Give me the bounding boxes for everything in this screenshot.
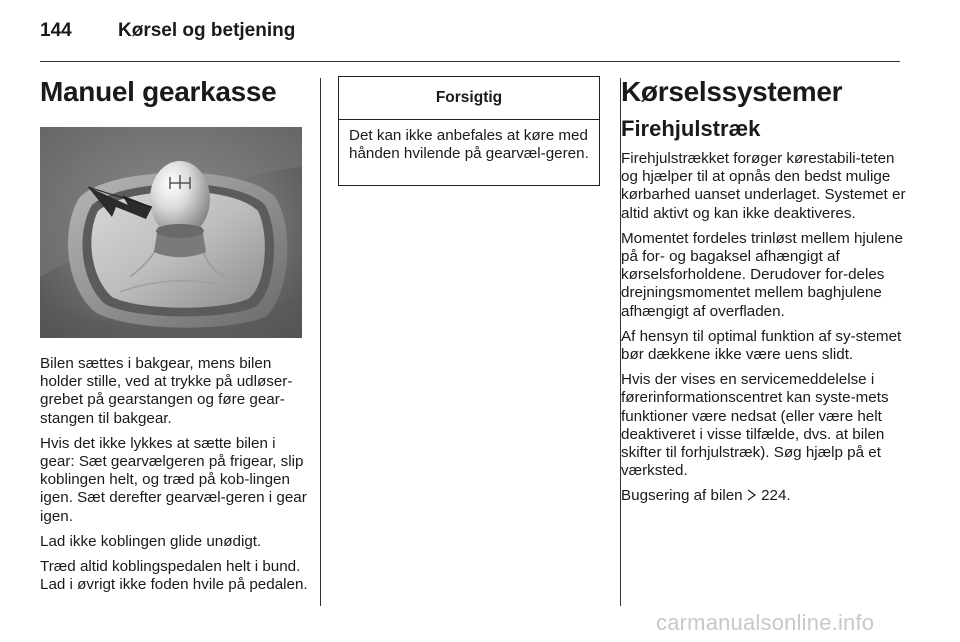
header-rule xyxy=(40,61,900,62)
cross-reference[interactable] xyxy=(621,487,911,506)
page-number: 144 xyxy=(40,20,72,41)
cross-reference-arrow-icon xyxy=(747,488,757,506)
paragraph: Lad ikke koblingen glide unødigt. xyxy=(40,532,262,550)
section-heading-manual-gearbox: Manuel gearkasse xyxy=(40,76,277,107)
gear-lever-illustration xyxy=(40,127,302,338)
cross-reference-page: 224. xyxy=(761,487,791,505)
paragraph: Momentet fordeles trinløst mellem hjulene på for- og bagaksel afhængigt af kørselsforholdene. Derudover for-deles drejningsmomentet mellem baghjulene afhængigt af overfladen. xyxy=(621,229,903,320)
caution-text: Det kan ikke anbefales at køre med hånden hvilende på gearvæl-geren. xyxy=(349,127,589,163)
section-heading-driving-systems: Kørselssystemer xyxy=(621,76,843,107)
running-title: Kørsel og betjening xyxy=(118,20,296,41)
cross-reference-text: Bugsering af bilen xyxy=(621,487,743,505)
subsection-heading-awd: Firehjulstræk xyxy=(621,116,761,141)
paragraph: Træd altid koblingspedalen helt i bund. Lad i øvrigt ikke foden hvile på pedalen. xyxy=(40,558,308,594)
paragraph: Hvis det ikke lykkes at sætte bilen i gear: Sæt gearvælgeren på frigear, slip koblingen helt, og træd på kob-lingen igen. Sæt derefter gearvæl-geren i gear igen. xyxy=(40,434,307,525)
paragraph: Firehjulstrækket forøger kørestabili-teten og hjælper til at opnås den bedst mulige kørbarhed uanset underlaget. Systemet er altid aktivt og kan ikke deaktiveres. xyxy=(621,150,906,222)
manual-gearbox-body xyxy=(40,355,308,601)
paragraph: Hvis der vises en servicemeddelelse i førerinformationscentret kan syste-mets funktioner være nedsat (eller være helt deaktiveret i visse tilfælde, dvs. at bilen skifter til forhjulstræk). Søg hjælp på et værksted. xyxy=(621,371,889,480)
awd-body xyxy=(621,150,911,514)
column-divider-left xyxy=(320,78,321,606)
caution-box xyxy=(338,76,600,186)
paragraph: Af hensyn til optimal funktion af sy-stemet bør dækkene ikke være uens slidt. xyxy=(621,327,902,364)
paragraph: Bilen sættes i bakgear, mens bilen holder stille, ved at trykke på udløser-grebet på gearstangen og føre gear-stangen til bakgear. xyxy=(40,355,293,427)
watermark: carmanualsonline.info xyxy=(656,610,875,635)
caution-title: Forsigtig xyxy=(339,77,599,120)
